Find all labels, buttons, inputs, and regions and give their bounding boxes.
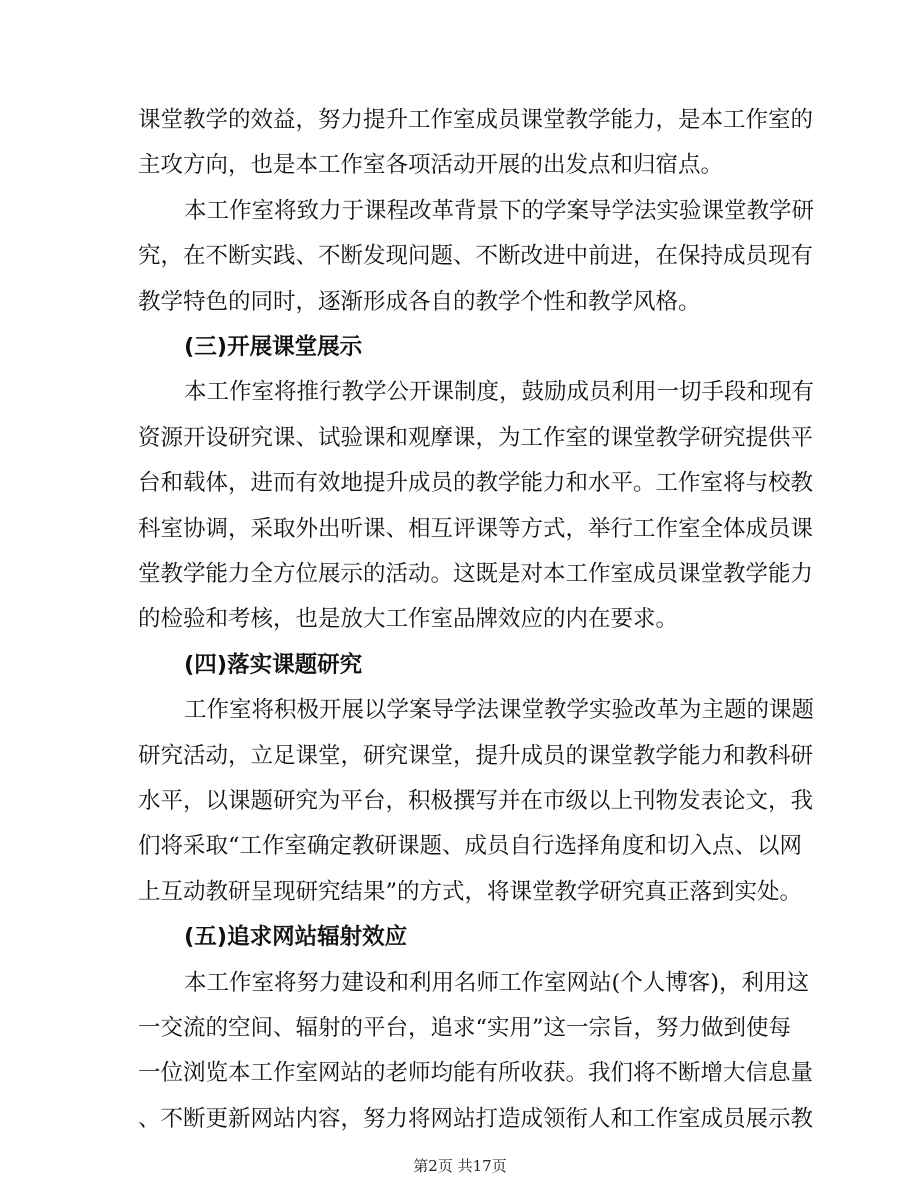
section-heading: (四)落实课题研究 (184, 652, 363, 678)
paragraph-line: 究，在不断实践、不断发现问题、不断改进中前进，在保持成员现有 (138, 243, 814, 269)
paragraph-line: 本工作室将致力于课程改革背景下的学案导学法实验课堂教学研 (184, 198, 815, 224)
paragraph-line: 上互动教研呈现研究结果”的方式，将课堂教学研究真正落到实处。 (138, 879, 803, 905)
paragraph-line: 教学特色的同时，逐渐形成各自的教学个性和教学风格。 (138, 289, 701, 315)
paragraph-line: 研究活动，立足课堂，研究课堂，提升成员的课堂教学能力和教科研 (138, 743, 814, 769)
paragraph-line: 资源开设研究课、试验课和观摩课，为工作室的课堂教学研究提供平 (138, 425, 814, 451)
paragraph-line: 堂教学能力全方位展示的活动。这既是对本工作室成员课堂教学能力 (138, 561, 814, 587)
paragraph-line: 的检验和考核，也是放大工作室品牌效应的内在要求。 (138, 606, 679, 632)
paragraph-line: 工作室将积极开展以学案导学法课堂教学实验改革为主题的课题 (184, 697, 815, 723)
paragraph-line: 们将采取“工作室确定教研课题、成员自行选择角度和切入点、以网 (138, 833, 803, 859)
paragraph-line: 水平，以课题研究为平台，积极撰写并在市级以上刊物发表论文，我 (138, 788, 814, 814)
paragraph-line: 主攻方向，也是本工作室各项活动开展的出发点和归宿点。 (138, 152, 724, 178)
paragraph-line: 一位浏览本工作室网站的老师均能有所收获。我们将不断增大信息量 (138, 1060, 814, 1086)
paragraph-line: 、不断更新网站内容，努力将网站打造成领衔人和工作室成员展示教 (138, 1106, 814, 1132)
paragraph-line: 一交流的空间、辐射的平台，追求“实用”这一宗旨，努力做到使每 (138, 1015, 792, 1041)
paragraph-line: 本工作室将推行教学公开课制度，鼓励成员利用一切手段和现有 (184, 379, 815, 405)
paragraph-line: 课堂教学的效益，努力提升工作室成员课堂教学能力，是本工作室的 (138, 107, 814, 133)
section-heading: (三)开展课堂展示 (184, 334, 363, 360)
paragraph-line: 科室协调，采取外出听课、相互评课等方式，举行工作室全体成员课 (138, 516, 814, 542)
paragraph-line: 本工作室将努力建设和利用名师工作室网站(个人博客)，利用这 (184, 970, 810, 996)
section-heading: (五)追求网站辐射效应 (184, 924, 408, 950)
page-footer: 第2页 共17页 (413, 1157, 507, 1175)
paragraph-line: 台和载体，进而有效地提升成员的教学能力和水平。工作室将与校教 (138, 470, 814, 496)
